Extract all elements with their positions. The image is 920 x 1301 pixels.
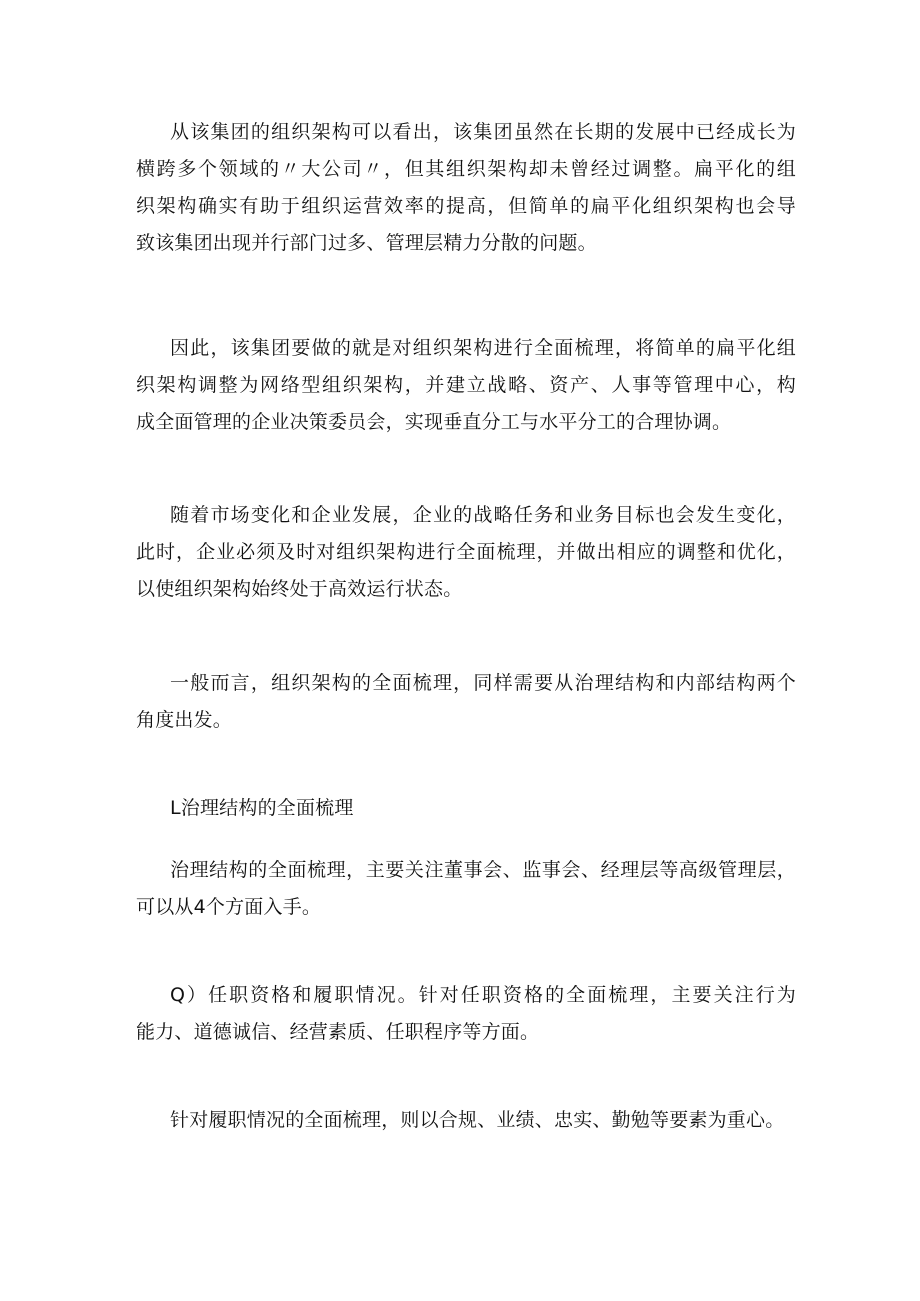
- paragraph-3-line-1: 随着市场变化和企业发展，企业的战略任务和业务目标也会发生变化，: [170, 504, 796, 526]
- paragraph-1-line-1: 从该集团的组织架构可以看出，该集团虽然在长期的发展中已经成长为: [170, 121, 796, 143]
- paragraph-4-line-1: 一般而言，组织架构的全面梳理，同样需要从治理结构和内部结构两个: [170, 672, 796, 694]
- paragraph-4: [136, 665, 796, 739]
- paragraph-6-line-2: 能力、道德诚信、经营素质、任职程序等方面。: [136, 1021, 540, 1043]
- paragraph-2-line-2: 织架构调整为网络型组织架构，并建立战略、资产、人事等管理中心，构: [136, 374, 796, 396]
- paragraph-7-line-1: 针对履职情况的全面梳理，则以合规、业绩、忠实、勤勉等要素为重心。: [170, 1109, 785, 1131]
- paragraph-2-line-3: 成全面管理的企业决策委员会，实现垂直分工与水平分工的合理协调。: [136, 411, 732, 433]
- paragraph-7: [136, 1102, 796, 1139]
- paragraph-1: [136, 114, 796, 262]
- paragraph-3: [136, 497, 796, 608]
- paragraph-2: [136, 330, 796, 441]
- paragraph-1-line-4: 致该集团出现并行部门过多、管理层精力分散的问题。: [136, 232, 597, 254]
- paragraph-5: [136, 852, 796, 926]
- paragraph-2-line-1: 因此，该集团要做的就是对组织架构进行全面梳理，将简单的扁平化组: [170, 337, 796, 359]
- paragraph-6: [136, 977, 796, 1051]
- paragraph-1-line-3: 织架构确实有助于组织运营效率的提高，但简单的扁平化组织架构也会导: [136, 195, 796, 217]
- paragraph-5-line-1: 治理结构的全面梳理，主要关注董事会、监事会、经理层等高级管理层，: [170, 859, 796, 881]
- paragraph-6-line-1: Q）任职资格和履职情况。针对任职资格的全面梳理，主要关注行为: [170, 984, 796, 1006]
- paragraph-3-line-2: 此时，企业必须及时对组织架构进行全面梳理，并做出相应的调整和优化，: [136, 541, 796, 563]
- paragraph-5-line-2: 可以从4个方面入手。: [136, 896, 322, 918]
- paragraph-3-line-3: 以使组织架构始终处于高效运行状态。: [136, 578, 463, 600]
- section-heading: [136, 790, 796, 827]
- section-heading-text: L治理结构的全面梳理: [170, 797, 354, 819]
- paragraph-4-line-2: 角度出发。: [136, 709, 233, 731]
- paragraph-1-line-2: 横跨多个领域的〃大公司〃，但其组织架构却未曾经过调整。扁平化的组: [136, 158, 796, 180]
